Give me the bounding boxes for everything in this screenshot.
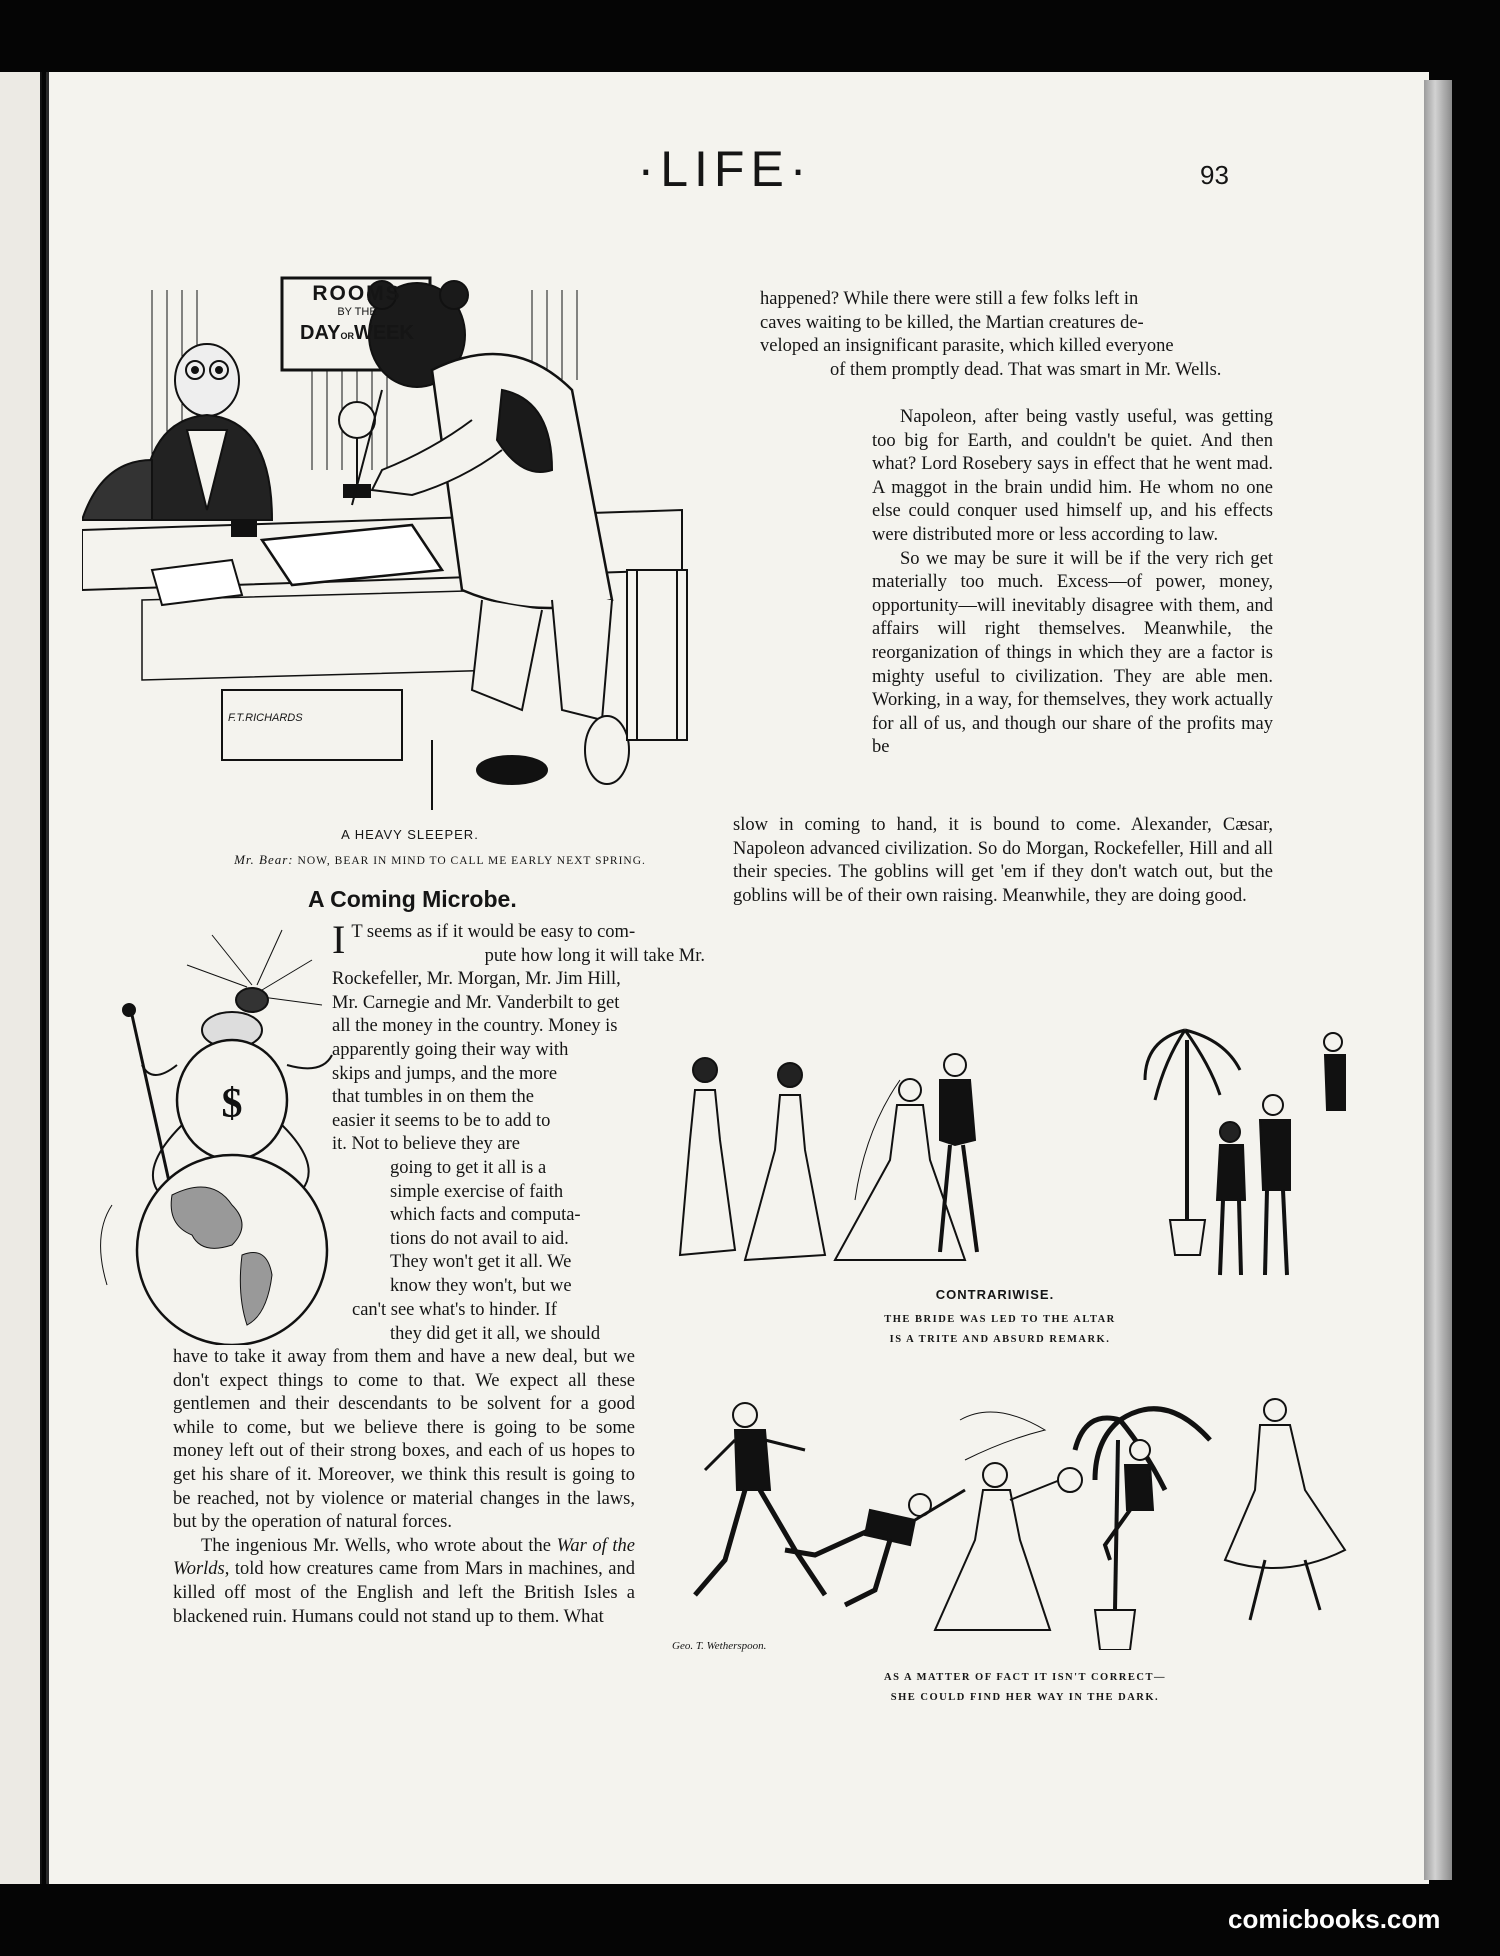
article-column-2-narrow — [830, 359, 1273, 383]
dark-caption-2: SHE COULD FIND HER WAY IN THE DARK. — [890, 1692, 1160, 1703]
running-bride — [935, 1412, 1082, 1630]
article-column-1-mid — [352, 1299, 642, 1346]
dancing-man-2 — [785, 1490, 965, 1605]
col2-wells: of them promptly dead. That was smart in Mr. Wells. — [830, 360, 1222, 380]
bridesmaid-2 — [745, 1063, 825, 1260]
article-column-1-narrow — [390, 1157, 630, 1299]
sign-rooms: ROOMS — [312, 282, 402, 305]
line-16: can't see what's to hinder. If — [352, 1300, 557, 1320]
line-15: know they won't, but we — [390, 1275, 572, 1296]
contrariwise-caption-1: THE BRIDE WAS LED TO THE ALTAR — [884, 1314, 1116, 1325]
para2-start: The ingenious Mr. Wells, who wrote about the — [201, 1535, 551, 1556]
dancing-man-1 — [695, 1403, 825, 1595]
heavy-sleeper-illustration — [82, 270, 772, 820]
line-7: that tumbles in on them the — [332, 1087, 534, 1108]
facing-page-edge — [0, 72, 42, 1884]
dollar-sign: $ — [221, 1081, 243, 1127]
line-12: which facts and computa- — [390, 1205, 581, 1226]
usher-pair — [1217, 1033, 1345, 1275]
line-2: Rockefeller, Mr. Morgan, Mr. Jim Hill, — [332, 969, 621, 990]
book-edge — [1424, 80, 1452, 1880]
contrariwise-caption-2: IS A TRITE AND ABSURD REMARK. — [889, 1334, 1111, 1345]
line-14: They won't get it all. We — [390, 1252, 572, 1273]
dancing-woman — [1225, 1399, 1345, 1620]
para1-tail: have to take it away from them and have a new deal, but we don't expect things to come to that. We expect all these gentlemen and their descendants to be solvent for a good while to come, but we believe there is going to be some money left out of their strong boxes, and each of us hopes to get his share of it. Moreover, we think this result is going to be reached, not by violence or material changes in the laws, but by the operation of natural forces. — [173, 1347, 635, 1533]
line-4: all the money in the country. Money is — [332, 1016, 618, 1037]
cartoon3-signature: Geo. T. Wetherspoon. — [672, 1640, 767, 1652]
para2 — [173, 1535, 635, 1629]
sign-or: OR — [340, 331, 354, 341]
col2-line-1: caves waiting to be killed, the Martian creatures de- — [760, 312, 1144, 333]
article-column-1 — [332, 917, 705, 1157]
palm-plant — [1145, 1030, 1240, 1255]
line-6: skips and jumps, and the more — [332, 1063, 558, 1084]
col2-napoleon: Napoleon, after being vastly useful, was getting too big for Earth, and couldn't be quiet. And then what? Lord Rosebery says in effect that he went mad. A maggot in the brain undid him. He whom no one else could conquer used himself up, and his effects were distributed more or less according to law. — [872, 407, 1273, 545]
dark-caption-1: AS A MATTER OF FACT IT ISN'T CORRECT— — [884, 1672, 1166, 1683]
line-5: apparently going their way with — [332, 1039, 569, 1060]
caption-text: NOW, BEAR IN MIND TO CALL ME EARLY NEXT SPRING. — [297, 855, 646, 867]
line-8: easier it seems to be to add to — [332, 1110, 551, 1131]
article-column-2-top — [760, 288, 1272, 359]
line-3: Mr. Carnegie and Mr. Vanderbilt to get — [332, 992, 620, 1013]
sign-day-week — [284, 322, 430, 345]
watermark: comicbooks.com — [1228, 1904, 1441, 1934]
para2-book-title: War of the Worlds — [173, 1535, 636, 1580]
sign-by-the: BY THE — [337, 306, 377, 318]
line-13: tions do not avail to aid. — [390, 1228, 569, 1249]
microbe-globe-illustration — [82, 925, 342, 1345]
palm-climber — [1075, 1409, 1210, 1650]
cartoon1-signature: F.T.RICHARDS — [228, 712, 303, 724]
heavy-sleeper-title: A HEAVY SLEEPER. — [341, 827, 479, 842]
masthead: ·LIFE· — [637, 141, 813, 197]
drop-cap: I — [332, 917, 346, 962]
line-1: pute how long it will take Mr. — [484, 945, 705, 966]
sign-day: DAY — [300, 322, 341, 344]
article-column-2-wide — [733, 814, 1273, 908]
col2-line-2: veloped an insignificant parasite, which killed everyone — [760, 336, 1174, 357]
line-9: it. Not to believe they are — [332, 1134, 521, 1155]
line-11: simple exercise of faith — [390, 1181, 564, 1202]
sign-week: WEEK — [353, 322, 414, 344]
contrariwise-illustration — [665, 1020, 1355, 1280]
dark-dance-illustration — [665, 1380, 1355, 1650]
article-column-2-napoleon — [872, 406, 1273, 760]
para2-rest: , told how creatures came from Mars in machines, and killed off most of the English and left the British Isles a blackened ruin. Humans could not stand up to them. What — [173, 1559, 635, 1627]
caption-speaker: Mr. Bear: — [234, 852, 294, 867]
line-0: T seems as if it would be easy to com- — [351, 922, 636, 942]
article-column-1-full — [173, 1346, 635, 1629]
line-10: going to get it all is a — [390, 1158, 547, 1178]
line-17: they did get it all, we should — [390, 1323, 601, 1344]
rooms-sign — [284, 282, 430, 345]
col2-conclusion: slow in coming to hand, it is bound to come. Alexander, Cæsar, Napoleon advanced civilization. So do Morgan, Rockefeller, Hill and all their species. The goblins will get 'em if they don't watch out, but the goblins will be of their own raising. Meanwhile, they are doing good. — [733, 815, 1273, 906]
article-headline: A Coming Microbe. — [308, 886, 517, 912]
contrariwise-title: CONTRARIWISE. — [935, 1287, 1055, 1302]
page-number: 93 — [1200, 160, 1229, 190]
heavy-sleeper-caption — [180, 852, 700, 868]
owl-clerk — [82, 344, 272, 520]
bridesmaid-1 — [680, 1058, 735, 1255]
col2-so-we-may: So we may be sure it will be if the very rich get materially too much. Excess—of power, money, opportunity—will inevitably disagree with them, and affairs will right themselves. Meanwhile, the reorganization of things in which they are a factor is mighty useful to civilization. They are able men. Working, in a way, for themselves, they work actually for all of us, and though our share of the profits may be — [872, 548, 1273, 758]
col2-line-0: happened? While there were still a few folks left in — [760, 289, 1139, 309]
